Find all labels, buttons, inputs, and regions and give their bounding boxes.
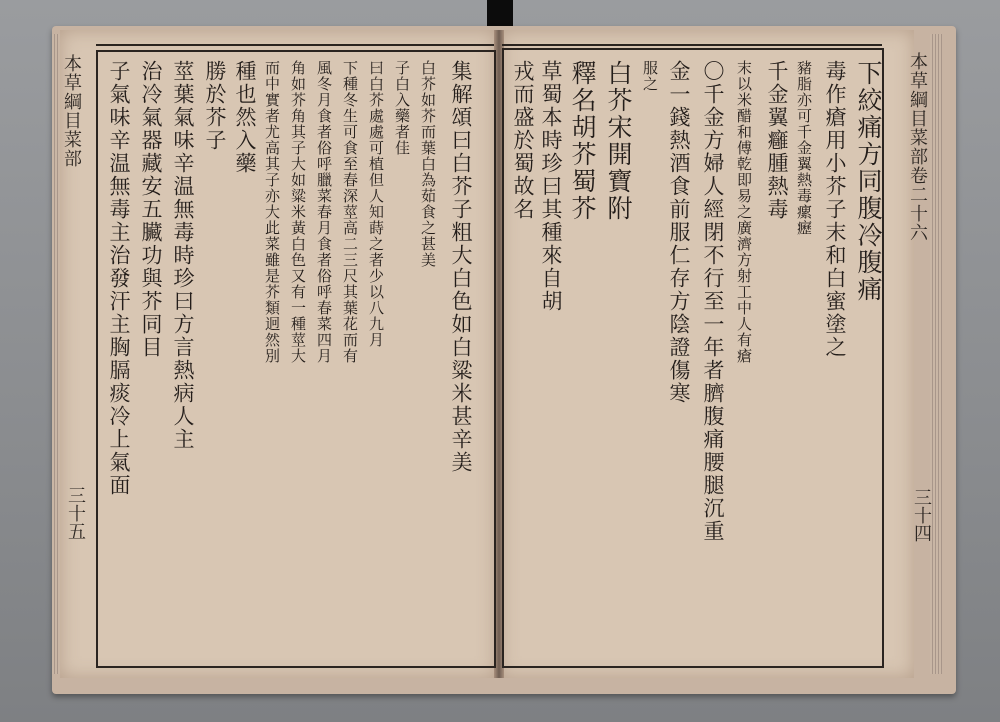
- left-text-column: 莖葉氣味辛温無毒時珍曰方言熱病人主: [171, 60, 195, 451]
- left-page-number: 三十五: [65, 486, 86, 540]
- left-text-column: 子氣味辛温無毒主治發汗主胸膈痰冷上氣面: [107, 60, 131, 497]
- right-text-column: 千金翼癰腫熱毒: [765, 60, 789, 221]
- left-text-column: 而中實者尤高其子亦大此菜雖是芥類迥然別: [263, 60, 281, 364]
- right-top-rule: [502, 44, 882, 46]
- left-text-column: 白芥如芥而葉白為茹食之甚美: [419, 60, 437, 268]
- left-text-column: 子白入藥者佳: [393, 60, 411, 156]
- right-text-column: 豬脂亦可千金翼熱毒瘰癧: [795, 60, 813, 236]
- left-text-column: 曰白芥處處可植但人知蒔之者少以八九月: [367, 60, 385, 348]
- right-margin-title: 本草綱目菜部卷二十六: [907, 52, 928, 242]
- left-text-column: 角如芥角其子大如粱米黃白色又有一種莖大: [289, 60, 307, 364]
- left-text-column: 勝於芥子: [203, 60, 227, 152]
- right-text-column: 戎而盛於蜀故名: [511, 60, 535, 221]
- right-text-column: 草蜀本時珍曰其種來自胡: [539, 60, 563, 313]
- right-text-column: 服之: [641, 60, 659, 92]
- right-text-column: 毒作瘡用小芥子末和白蜜塗之: [823, 60, 847, 359]
- left-margin-title: 本草綱目菜部: [61, 54, 82, 168]
- left-text-column: 下種冬生可食至春深莖高二三尺其葉花而有: [341, 60, 359, 364]
- left-top-rule: [96, 44, 494, 46]
- right-text-column: 白芥宋開寶附: [604, 60, 633, 222]
- left-text-column: 風冬月食者俗呼臘菜春月食者俗呼春菜四月: [315, 60, 333, 364]
- left-text-column: 種也然入藥: [233, 60, 257, 175]
- right-text-column: 金一錢熱酒食前服仁存方陰證傷寒: [667, 60, 691, 405]
- right-text-column: 末以米醋和傅乾即易之廣濟方射工中人有瘡: [735, 60, 753, 364]
- left-text-column: 集解頌曰白芥子粗大白色如白粱米甚辛美: [449, 60, 473, 474]
- right-page-edges: [930, 34, 942, 674]
- right-text-column: 下絞痛方同腹冷腹痛: [854, 60, 883, 303]
- right-text-column: 釋名胡芥蜀芥: [568, 60, 597, 222]
- left-text-column: 治冷氣器藏安五臟功與芥同目: [139, 60, 163, 359]
- right-page-number: 三十四: [911, 488, 932, 542]
- right-text-column: 〇千金方婦人經閉不行至一年者臍腹痛腰腿沉重: [701, 60, 725, 543]
